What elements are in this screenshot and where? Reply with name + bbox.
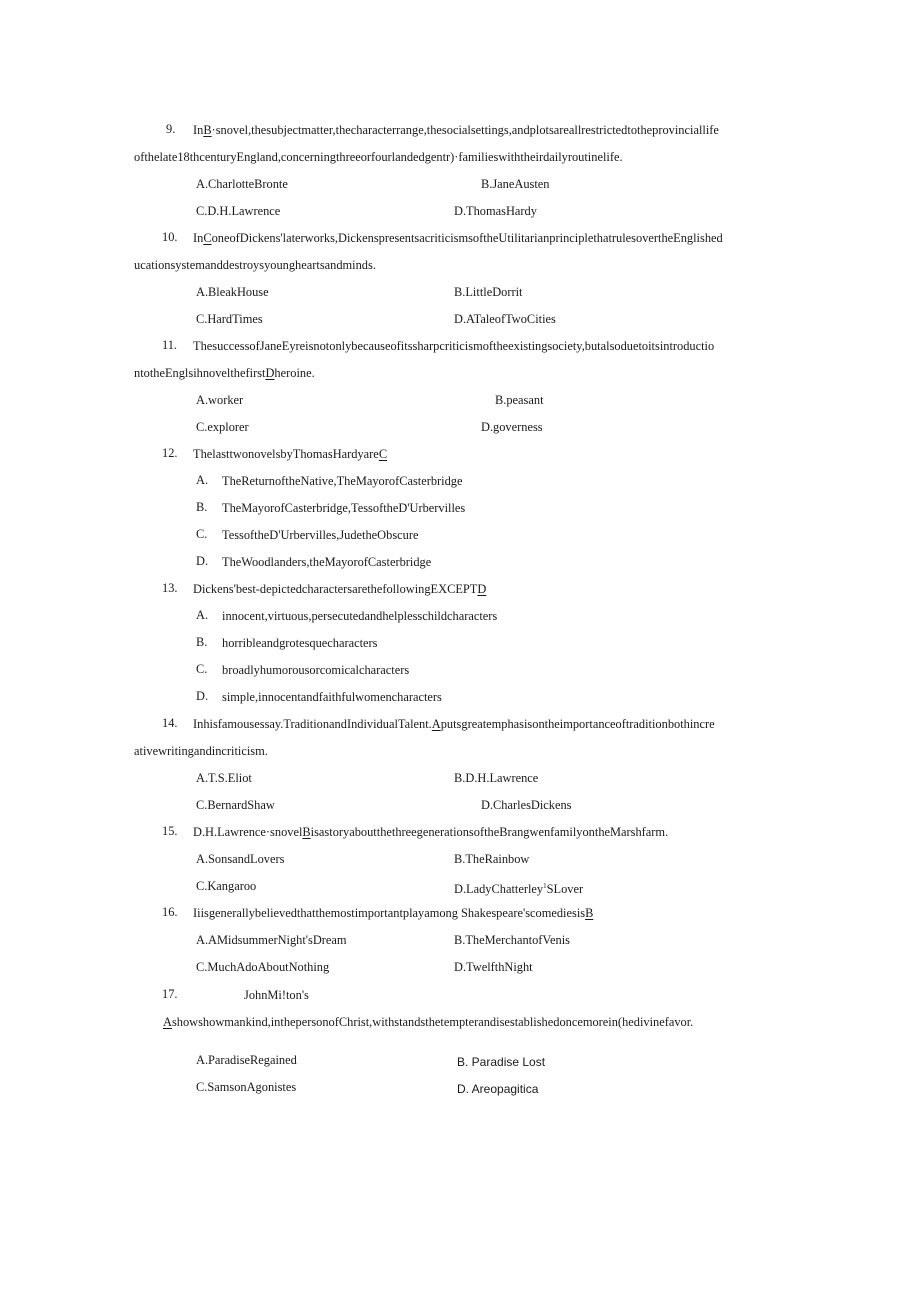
answer-mark: B: [585, 906, 594, 920]
option-b: B.TheRainbow: [454, 852, 530, 866]
question-stem: InConeofDickens'laterworks,DickenspresentsacriticismsoftheUtilitarianprinciplethatrulesovertheEnglished: [193, 231, 723, 245]
answer-mark: A: [163, 1015, 172, 1029]
question-number: 15.: [162, 824, 178, 838]
question-number: 12.: [162, 446, 178, 460]
question-stem: Iiisgenerallybelievedthatthemostimportantplayamong Shakespeare'scomediesisB: [193, 906, 594, 920]
option-letter: A.: [196, 608, 209, 622]
option-d: D. Areopagitica: [457, 1082, 539, 1096]
question-stem: Inhisfamousessay.TraditionandIndividualTalent.Aputsgreatemphasisontheimportanceoftraditionbothincre: [193, 717, 715, 731]
answer-mark: A: [431, 717, 441, 731]
option-a: A.BleakHouse: [196, 285, 269, 299]
option-d: D.ThomasHardy: [454, 204, 537, 218]
option-c: broadlyhumorousorcomicalcharacters: [222, 663, 410, 677]
option-a: A.CharlotteBronte: [196, 177, 288, 191]
question-number: 13.: [162, 581, 178, 595]
question-stem-continued: ntotheEnglsihnovelthefirstDheroine.: [134, 366, 315, 380]
answer-mark: D: [477, 582, 487, 596]
option-d: D.CharlesDickens: [481, 798, 572, 812]
answer-mark: C: [378, 447, 388, 461]
option-a: A.AMidsummerNight'sDream: [196, 933, 347, 947]
option-d: TheWoodlanders,theMayorofCasterbridge: [222, 555, 432, 569]
question-stem: D.H.Lawrence·snovelBisastoryaboutthethreegenerationsoftheBrangwenfamilyontheMarshfarm.: [193, 825, 669, 839]
option-d: D.TwelfthNight: [454, 960, 533, 974]
answer-mark: D: [265, 366, 275, 380]
question-number: 10.: [162, 230, 178, 244]
option-d: D.ATaleofTwoCities: [454, 312, 556, 326]
answer-mark: B: [302, 825, 311, 839]
question-stem-continued: ativewritingandincriticism.: [134, 744, 268, 758]
option-c: C.explorer: [196, 420, 249, 434]
question-stem-continued: Ashowshowmankind,inthepersonofChrist,withstandsthetempterandisestablishedoncemorein(hedivinefavor.: [163, 1015, 694, 1029]
option-c: C.MuchAdoAboutNothing: [196, 960, 330, 974]
option-b: B. Paradise Lost: [457, 1055, 546, 1069]
option-a: TheReturnoftheNative,TheMayorofCasterbridge: [222, 474, 463, 488]
option-letter: C.: [196, 662, 208, 676]
option-c: C.HardTimes: [196, 312, 263, 326]
option-b: B.peasant: [495, 393, 544, 407]
question-number: 17.: [162, 987, 178, 1001]
question-stem-continued: ucationsystemanddestroysyoungheartsandminds.: [134, 258, 376, 272]
option-c: C.D.H.Lawrence: [196, 204, 281, 218]
question-stem: ThesuccessofJaneEyreisnotonlybecauseofitssharpcriticismoftheexistingsociety,butalsoduetoitsintroductio: [193, 339, 715, 353]
option-a: A.SonsandLovers: [196, 852, 285, 866]
question-number: 9.: [166, 122, 176, 136]
option-b: B.TheMerchantofVenis: [454, 933, 570, 947]
question-number: 11.: [162, 338, 178, 352]
option-b: B.LittleDorrit: [454, 285, 523, 299]
option-c: TessoftheD'Urbervilles,JudetheObscure: [222, 528, 419, 542]
question-number: 16.: [162, 905, 178, 919]
option-c: C.Kangaroo: [196, 879, 257, 893]
option-d: D.LadyChatterley$^1$SLover: [454, 882, 584, 897]
question-number: 14.: [162, 716, 178, 730]
option-letter: A.: [196, 473, 209, 487]
option-b: B.D.H.Lawrence: [454, 771, 539, 785]
option-a: innocent,virtuous,persecutedandhelplesschildcharacters: [222, 609, 498, 623]
question-stem: Dickens'best-depictedcharactersarethefollowingEXCEPTD: [193, 582, 487, 596]
option-d: D.governess: [481, 420, 543, 434]
option-d: simple,innocentandfaithfulwomencharacters: [222, 690, 442, 704]
option-letter: B.: [196, 500, 208, 514]
question-stem: ThelasttwonovelsbyThomasHardyareC: [193, 447, 388, 461]
option-b: B.JaneAusten: [481, 177, 550, 191]
question-stem: InB·snovel,thesubjectmatter,thecharacterrange,thesocialsettings,andplotsareallrestrictedtotheprovinciallife: [193, 123, 719, 137]
option-letter: C.: [196, 527, 208, 541]
option-c: C.BernardShaw: [196, 798, 275, 812]
option-a: A.worker: [196, 393, 244, 407]
option-c: C.SamsonAgonistes: [196, 1080, 297, 1094]
answer-mark: C: [203, 231, 212, 245]
question-stem: JohnMi!ton's: [244, 988, 309, 1002]
option-letter: B.: [196, 635, 208, 649]
question-stem-continued: ofthelate18thcenturyEngland,concerningthreeorfourlandedgentr)·familieswiththeirdailyroutinelife.: [134, 150, 623, 164]
option-letter: D.: [196, 554, 209, 568]
option-letter: D.: [196, 689, 209, 703]
option-b: TheMayorofCasterbridge,TessoftheD'Urbervilles: [222, 501, 466, 515]
option-a: A.T.S.Eliot: [196, 771, 252, 785]
option-b: horribleandgrotesquecharacters: [222, 636, 378, 650]
option-a: A.ParadiseRegained: [196, 1053, 297, 1067]
answer-mark: B: [203, 123, 212, 137]
